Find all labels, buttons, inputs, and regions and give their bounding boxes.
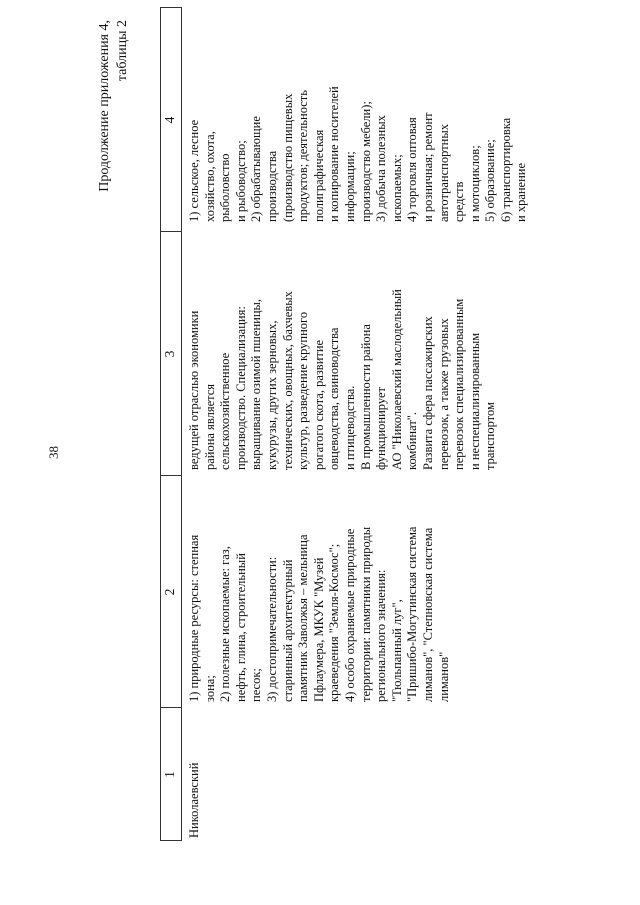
cell-line: производство. Специализация:: [233, 306, 248, 470]
cell-line: 4) особо охраняемые природные: [342, 528, 357, 702]
cell-line: и розничная; ремонт: [420, 112, 435, 222]
cell-line: перевозок, а также грузовых: [436, 318, 451, 470]
cell-line: ведущей отраслью экономики: [187, 310, 201, 470]
cell-line: и хранение: [514, 162, 529, 222]
cell-line: и птицеводства.: [342, 385, 357, 470]
cell-line: производство мебели);: [358, 101, 373, 222]
cell-line: регионального значения:: [374, 569, 389, 702]
cell-line: перевозок специализированным: [452, 298, 467, 470]
cell-line: и рыбоводство;: [233, 140, 248, 222]
cell-line: (производство пищевых: [280, 93, 295, 222]
continuation-caption: [96, 20, 132, 192]
cell-line: 1) природные ресурсы: степная: [187, 534, 201, 702]
activities-cell: [187, 86, 530, 222]
cell-line: транспортом: [483, 402, 498, 470]
cell-line: и копирование носителей: [327, 86, 342, 222]
cell-line: Развита сфера пассажирских: [420, 316, 435, 470]
cell-line: АО "Николаевский маслодельный: [389, 289, 404, 470]
cell-line: лиманов", "Степновская система: [420, 527, 435, 702]
cell-line: комбинат".: [405, 411, 420, 470]
cell-line: сельскохозяйственное: [218, 352, 233, 470]
cell-line: информации;: [342, 151, 357, 222]
cell-line: старинный архитектурный: [280, 559, 295, 702]
continuation-line: Продолжение приложения 4,: [97, 20, 112, 192]
cell-line: "Пришибо-Могутинская система: [405, 526, 420, 702]
cell-line: полиграфическая: [311, 129, 326, 222]
cell-line: кукурузы, других зерновых,: [264, 320, 279, 470]
cell-line: краеведения "Земля-Космос";: [327, 543, 342, 702]
cell-line: "Тюльпанный луг",: [389, 599, 404, 702]
district-name: Николаевский: [187, 762, 201, 838]
cell-line: средств: [452, 181, 467, 222]
table-rule-header: [181, 7, 182, 841]
cell-line: В промышленности района: [358, 324, 373, 470]
cell-line: зона;: [202, 675, 217, 702]
cell-line: 3) добыча полезных: [374, 115, 389, 222]
cell-line: рогатого скота, развитие: [311, 339, 326, 470]
cell-line: 6) транспортировка: [498, 117, 513, 222]
cell-line: района является: [202, 383, 217, 470]
column-number: 2: [162, 588, 177, 596]
column-number: 1: [162, 771, 177, 778]
cell-line: 5) образование;: [483, 139, 498, 222]
column-number: 3: [162, 350, 177, 358]
table-rule-top: [160, 7, 161, 841]
cell-line: автотранспортных: [436, 124, 451, 222]
cell-line: и неспециализированным: [467, 332, 482, 470]
cell-line: 1) сельское, лесное: [187, 119, 201, 222]
cell-line: хозяйство, охота,: [202, 131, 217, 222]
cell-line: 2) обрабатывающие: [249, 116, 264, 222]
cell-line: культур, разведение крупного: [296, 311, 311, 470]
page-number: 38: [46, 446, 61, 459]
cell-line: и мотоциклов;: [467, 145, 482, 222]
cell-line: нефть, глина, строительный: [233, 553, 248, 702]
cell-line: производства: [264, 150, 279, 222]
resources-cell: [187, 527, 452, 702]
column-number: 4: [162, 116, 177, 124]
cell-line: 4) торговля оптовая: [405, 117, 420, 222]
cell-line: технических, овощных, бахчевых: [280, 291, 295, 470]
cell-line: 3) достопримечательности:: [264, 556, 279, 702]
cell-line: функционирует: [374, 387, 389, 470]
cell-line: рыболовство: [218, 153, 233, 222]
cell-line: 2) полезные ископаемые: газ,: [218, 546, 233, 702]
cell-line: песок;: [249, 668, 264, 702]
cell-line: выращивание озимой пшеницы,: [249, 298, 264, 470]
economy-cell: [187, 289, 499, 470]
cell-line: памятник Заволжья – мельница: [296, 534, 311, 702]
cell-line: Пфлаумера, МКУК "Музей: [311, 557, 326, 702]
cell-line: ископаемых;: [389, 154, 404, 222]
cell-line: продуктов; деятельность: [296, 90, 311, 222]
continuation-line: таблицы 2: [115, 20, 130, 82]
cell-line: территории: памятники природы: [358, 526, 373, 702]
cell-line: овцеводства, свиноводства: [327, 327, 342, 470]
cell-line: лиманов": [436, 651, 451, 702]
